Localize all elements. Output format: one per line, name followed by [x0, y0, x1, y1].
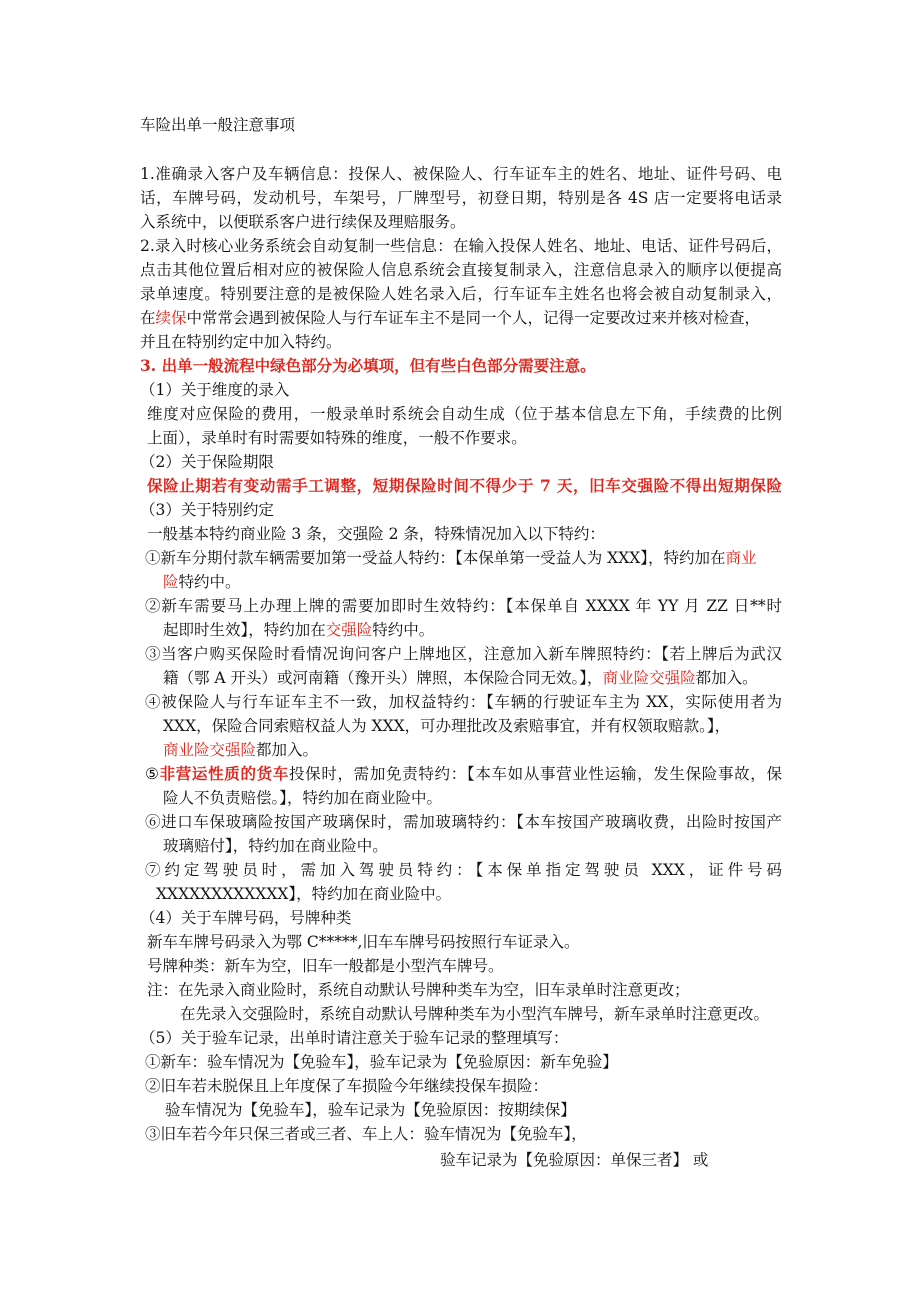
subsection-1-line-1: 维度对应保险的费用，一般录单时系统会自动生成（位于基本信息左下角，手续费的比例	[147, 405, 782, 423]
section-1-line-1: 1.准确录入客户及车辆信息：投保人、被保险人、行车证车主的姓名、地址、证件号码、电	[140, 165, 782, 183]
special-item-2-line-2	[163, 620, 434, 640]
subsection-5-line-4: ③旧车若今年只保三者或三者、车上人：验车情况为【免验车】，	[145, 1125, 587, 1143]
highlight-jiaoqiang: 交强险	[325, 621, 373, 639]
subsection-5-line-2: ②旧车若未脱保且上年度保了车损险今年继续投保车损险：	[145, 1077, 549, 1095]
subsection-4-note-2: 在先录入交强险时，系统自动默认号牌种类车为小型汽车牌号，新车录单时注意更改。	[180, 1005, 770, 1023]
subsection-5-title: （5）关于验车记录，出单时请注意关于验车记录的整理填写：	[140, 1029, 569, 1047]
special-item-3-line-2	[163, 668, 758, 688]
subsection-2-warning: 保险止期若有变动需手工调整，短期保险时间不得少于 7 天，旧车交强险不得出短期保险	[147, 476, 782, 495]
section-2-line-5: 并且在特别约定中加入特约。	[140, 333, 342, 351]
special-item-6-line-2: 玻璃赔付】，特约加在商业险中。	[163, 837, 388, 855]
section-3-heading: 3. 出单一般流程中绿色部分为必填项，但有些白色部分需要注意。	[140, 356, 596, 375]
special-item-1-line-2	[163, 572, 241, 592]
text: 特约中。	[372, 621, 435, 639]
special-item-7-line-1: ⑦约定驾驶员时，需加入驾驶员特约：【本保单指定驾驶员 XXX，证件号码	[145, 861, 782, 879]
special-item-4-line-2: XXX，保险合同索赔权益人为 XXX，可办理批改及索赔事宜，并有权领取赔款。】，	[163, 717, 731, 735]
text: 都加入。	[695, 669, 758, 687]
text: 投保时，需加免责特约：【本车如从事营业性运输，发生保险事故，保	[288, 765, 782, 783]
subsection-4-note-1: 注：在先录入商业险时，系统自动默认号牌种类车为空，旧车录单时注意更改；	[147, 981, 690, 999]
subsection-4-title: （4）关于车牌号码，号牌种类	[140, 909, 352, 927]
highlight-shangye-jiaoqiang: 商业险交强险	[163, 741, 257, 759]
special-item-5-line-2: 险人不负责赔偿。】，特约加在商业险中。	[163, 789, 443, 807]
section-2-line-1: 2.录入时核心业务系统会自动复制一些信息：在输入投保人姓名、地址、电话、证件号码后，	[140, 237, 782, 255]
special-item-2-line-1: ②新车需要马上办理上牌的需要加即时生效特约：【本保单自 XXXX 年 YY 月 ZZ 日**时	[145, 597, 782, 615]
subsection-2-title: （2）关于保险期限	[140, 453, 274, 471]
section-1-line-2: 话，车牌号码，发动机号，车架号，厂牌型号，初登日期，特别是各 4S 店一定要将电话录	[140, 189, 782, 207]
subsection-1-title: （1）关于维度的录入	[140, 381, 290, 399]
text: 都加入。	[256, 741, 319, 759]
subsection-4-line-1: 新车车牌号码录入为鄂 C*****,旧车车牌号码按照行车证录入。	[147, 933, 580, 951]
section-1-line-3: 入系统中，以便联系客户进行续保及理赔服务。	[140, 213, 466, 231]
highlight-xian: 险	[163, 573, 179, 591]
subsection-3-intro: 一般基本特约商业险 3 条，交强险 2 条，特殊情况加入以下特约：	[147, 525, 605, 543]
subsection-4-line-2: 号牌种类：新车为空，旧车一般都是小型汽车牌号。	[147, 957, 504, 975]
text: 在	[140, 309, 156, 327]
subsection-5-line-3: 验车情况为【免验车】，验车记录为【免验原因：按期续保】	[165, 1101, 576, 1119]
section-2-line-2: 点击其他位置后相对应的被保险人信息系统会直接复制录入，注意信息录入的顺序以便提高	[140, 261, 782, 279]
special-item-3-line-1: ③当客户购买保险时看情况询问客户上牌地区，注意加入新车牌照特约：【若上牌后为武汉	[145, 645, 782, 663]
text: ①新车分期付款车辆需要加第一受益人特约：【本保单第一受益人为 XXX】，特约加在	[145, 549, 726, 567]
section-2-line-3: 录单速度。特别要注意的是被保险人姓名录入后，行车证车主姓名也将会被自动复制录入，	[140, 285, 782, 303]
special-item-1-line-1	[145, 548, 757, 568]
highlight-shangye-jiaoqiang: 商业险交强险	[602, 669, 696, 687]
subsection-5-line-5: 验车记录为【免验原因：单保三者】 或	[440, 1151, 709, 1169]
text: 中常常会遇到被保险人与行车证车主不是同一个人，记得一定要改过来并核对检查，	[186, 309, 761, 327]
text: ⑤	[145, 765, 160, 783]
special-item-5-line-1	[145, 764, 782, 784]
text: 籍（鄂 A 开头）或河南籍（豫开头）牌照，本保险合同无效。】，	[163, 669, 603, 687]
section-2-line-4	[140, 308, 760, 328]
text: 起即时生效】，特约加在	[163, 621, 326, 639]
special-item-7-line-2: XXXXXXXXXXXX】，特约加在商业险中。	[156, 885, 452, 903]
special-item-4-line-1: ④被保险人与行车证车主不一致，加权益特约：【车辆的行驶证车主为 XX，实际使用者为	[145, 693, 782, 711]
special-item-4-line-3	[163, 740, 318, 760]
text: 特约中。	[178, 573, 241, 591]
highlight-non-commercial-truck: 非营运性质的货车	[159, 764, 289, 783]
document-title: 车险出单一般注意事项	[140, 116, 296, 134]
subsection-3-title: （3）关于特别约定	[140, 501, 274, 519]
highlight-shangye: 商业	[725, 549, 757, 567]
subsection-5-line-1: ①新车：验车情况为【免验车】，验车记录为【免验原因：新车免验】	[145, 1053, 618, 1071]
highlight-xubao: 续保	[155, 309, 187, 327]
subsection-1-line-2: 上面），录单时有时需要如特殊的维度，一般不作要求。	[147, 429, 527, 447]
special-item-6-line-1: ⑥进口车保玻璃险按国产玻璃保时，需加玻璃特约：【本车按国产玻璃收费，出险时按国产	[145, 813, 782, 831]
